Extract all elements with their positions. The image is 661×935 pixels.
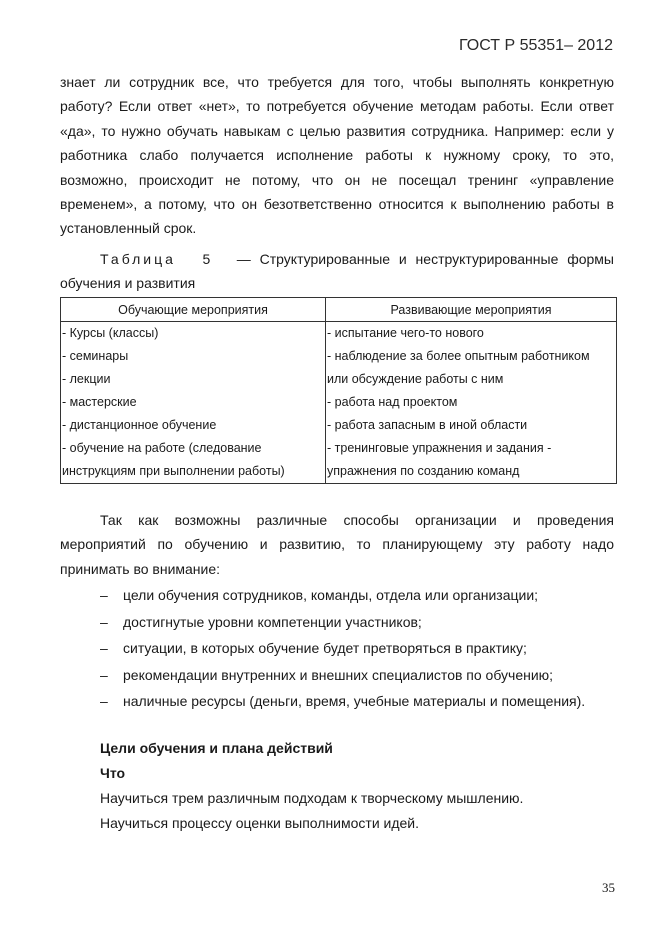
table-cell-line: - мастерские <box>62 395 137 409</box>
list-dash: – <box>100 666 108 683</box>
intro-paragraph <box>60 70 614 241</box>
list-dash: – <box>100 693 108 709</box>
table-cell-line: - работа запасным в иной области <box>327 418 528 432</box>
list-item-text: рекомендации внутренних и внешних специалистов по обучению; <box>123 666 554 683</box>
text-line: Научиться процессу оценки выполнимости идей. <box>100 815 420 831</box>
table-cell-line: - лекции <box>62 372 111 386</box>
list-dash: – <box>100 587 108 603</box>
table-cell-line: упражнения по созданию команд <box>327 464 520 478</box>
text-line: работу? Если ответ «нет», то потребуется обучение методам работы. Если ответ <box>60 98 614 115</box>
caption-number: 5 <box>202 251 211 267</box>
text-line: «да», то нужно обучать навыкам с целью развития сотрудника. Например: если у <box>60 122 614 139</box>
list-item-text: цели обучения сотрудников, команды, отдела или организации; <box>123 587 539 603</box>
text-line: знает ли сотрудник все, что требуется для того, чтобы выполнять конкретную <box>60 74 614 90</box>
list-item-text: достигнутые уровни компетенции участников; <box>123 613 422 630</box>
list-dash: – <box>100 613 108 630</box>
forms-table <box>60 297 617 484</box>
text-line: временем», а потому, что он безответственно относится к выполнению работы в <box>60 196 614 213</box>
table-cell-line: - работа над проектом <box>327 395 458 409</box>
text-line: возможно, происходит не потому, что он не посещал тренинг «управление <box>60 171 614 188</box>
planning-paragraph <box>60 508 614 581</box>
table-row <box>61 322 617 484</box>
table-cell-line: - испытание чего-то нового <box>327 326 484 340</box>
text-line: установленный срок. <box>60 220 197 237</box>
table-cell-line: или обсуждение работы с ним <box>327 372 504 386</box>
table-header-cell: Обучающие мероприятия <box>61 298 326 322</box>
table-cell-line: инструкциям при выполнении работы) <box>62 464 285 478</box>
list-dash: – <box>100 640 108 656</box>
caption-label: Таблица <box>100 251 176 267</box>
table-caption <box>60 247 614 295</box>
table-cell-training <box>61 322 326 484</box>
text-line: Так как возможны различные способы организации и проведения <box>100 512 614 528</box>
text-line: мероприятий по обучению и развитию, то планирующему эту работу надо <box>60 536 614 553</box>
table-header-row <box>61 298 617 322</box>
list-item-text: ситуации, в которых обучение будет претворяться в практику; <box>123 640 527 656</box>
table-cell-line: - обучение на работе (следование <box>62 441 262 455</box>
caption-title-cont: обучения и развития <box>60 275 196 291</box>
list-item-text: наличные ресурсы (деньги, время, учебные материалы и помещения). <box>123 693 586 709</box>
table-cell-line: - Курсы (классы) <box>62 326 159 340</box>
table-cell-line: - тренинговые упражнения и задания - <box>327 441 552 455</box>
goals-section <box>100 736 523 836</box>
table-cell-line: - дистанционное обучение <box>62 418 217 432</box>
goals-heading: Цели обучения и плана действий <box>100 740 333 756</box>
goals-subheading: Что <box>100 765 126 781</box>
table-cell-line: - семинары <box>62 349 129 363</box>
caption-title: — Структурированные и неструктурированные формы <box>236 251 614 267</box>
text-line: Научиться трем различным подходам к творческому мышлению. <box>100 790 524 806</box>
page-number: 35 <box>602 880 615 895</box>
table-cell-development <box>326 322 617 484</box>
text-line: работника слабо получается исполнение работы к нужному сроку, то это, <box>60 147 614 164</box>
table-cell-line: - наблюдение за более опытным работником <box>327 349 590 363</box>
text-line: принимать во внимание: <box>60 560 221 577</box>
document-header: ГОСТ Р 55351– 2012 <box>459 37 613 54</box>
table-header-cell: Развивающие мероприятия <box>326 298 617 322</box>
